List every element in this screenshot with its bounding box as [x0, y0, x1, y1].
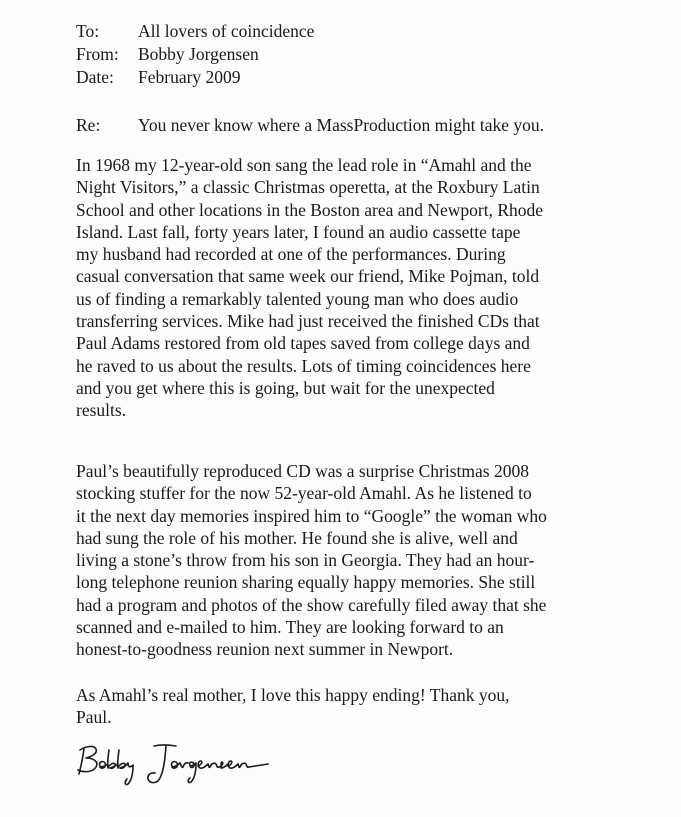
re-value: You never know where a MassProduction might take you. [138, 115, 545, 135]
from-line [76, 43, 259, 66]
text-line: it the next day memories inspired him to “Google” the woman who [76, 505, 547, 526]
text-line: As Amahl’s real mother, I love this happy ending! Thank you, [76, 685, 510, 705]
text-line: and you get where this is going, but wait for the unexpected [76, 377, 495, 398]
text-line: had sung the role of his mother. He found she is alive, well and [76, 527, 518, 548]
text-line: scanned and e-mailed to him. They are looking forward to an [76, 617, 504, 638]
to-label: To: [76, 21, 100, 41]
paragraph-1 [76, 154, 656, 422]
date-value: February 2009 [138, 67, 241, 87]
text-line: honest-to-goodness reunion next summer in Newport. [76, 639, 454, 660]
text-line: had a program and photos of the show carefully filed away that she [76, 594, 547, 615]
text-line: long telephone reunion sharing equally happy memories. She still [76, 572, 536, 593]
date-line [76, 66, 241, 89]
re-line [76, 114, 544, 137]
from-label: From: [76, 44, 119, 64]
re-label: Re: [76, 115, 101, 135]
paragraph-2 [76, 460, 656, 661]
text-line: us of finding a remarkably talented young man who does audio [76, 288, 519, 309]
text-line: Night Visitors,” a classic Christmas operetta, at the Roxbury Latin [76, 177, 540, 198]
text-line: casual conversation that same week our friend, Mike Pojman, told [76, 266, 540, 287]
text-line: living a stone’s throw from his son in Georgia. They had an hour- [76, 550, 535, 571]
text-line: Island. Last fall, forty years later, I found an audio cassette tape [76, 221, 521, 242]
text-line: stocking stuffer for the now 52-year-old Amahl. As he listened to [76, 483, 532, 504]
paragraph-3 [76, 684, 656, 729]
text-line: transferring services. Mike had just received the finished CDs that [76, 311, 540, 332]
handwritten-signature [72, 736, 272, 796]
to-line [76, 20, 314, 43]
from-value: Bobby Jorgensen [138, 44, 259, 64]
text-line: Paul. [76, 707, 112, 728]
date-label: Date: [76, 67, 114, 87]
text-line: my husband had recorded at one of the performances. During [76, 244, 506, 265]
text-line: School and other locations in the Boston area and Newport, Rhode [76, 199, 544, 220]
text-line: Paul Adams restored from old tapes saved from college days and [76, 333, 530, 354]
to-value: All lovers of coincidence [138, 21, 315, 41]
text-line: In 1968 my 12-year-old son sang the lead role in “Amahl and the [76, 155, 532, 175]
text-line: Paul’s beautifully reproduced CD was a surprise Christmas 2008 [76, 461, 529, 481]
text-line: he raved to us about the results. Lots of timing coincidences here [76, 355, 531, 376]
text-line: results. [76, 400, 127, 421]
